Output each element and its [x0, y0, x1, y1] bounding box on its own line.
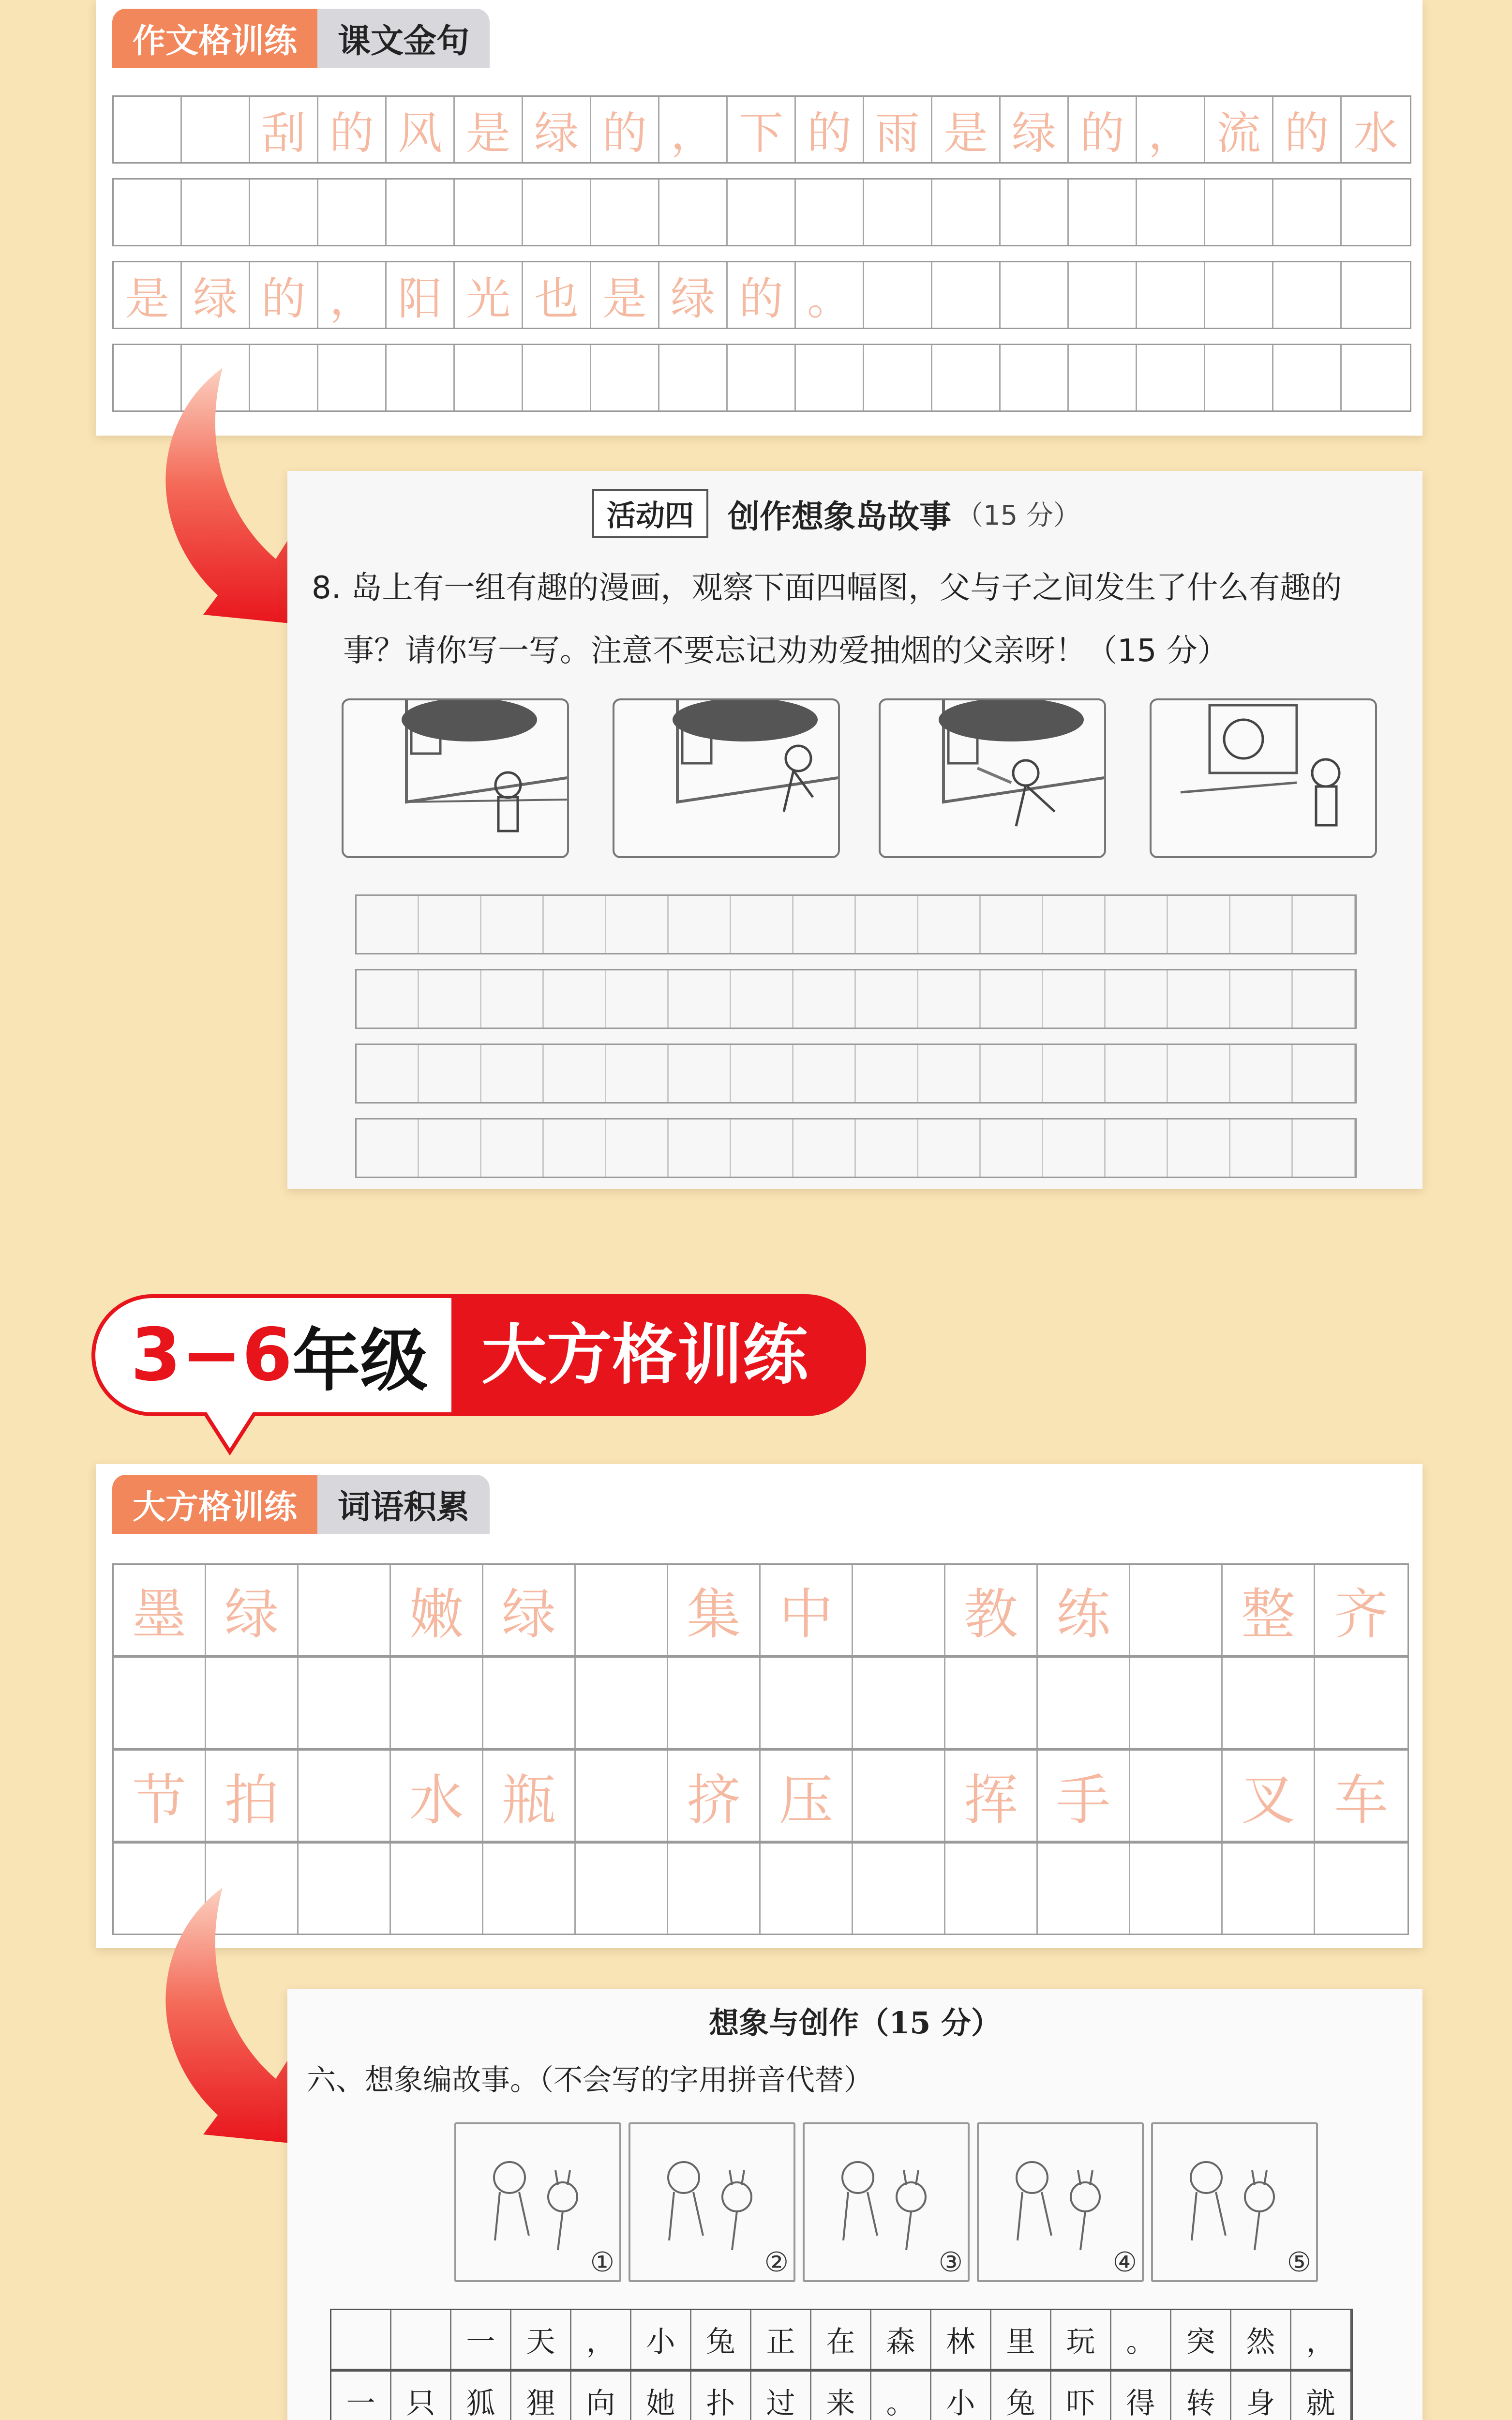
story-grid-cell[interactable]: 扑 — [691, 2372, 751, 2420]
vocabulary-grid-cell[interactable]: 绿 — [483, 1565, 576, 1655]
writing-grid-cell[interactable] — [357, 896, 419, 953]
vocabulary-grid-cell[interactable] — [576, 1658, 668, 1748]
story-grid-cell[interactable]: 一 — [331, 2372, 391, 2420]
vocabulary-grid-cell[interactable] — [853, 1844, 945, 1934]
writing-grid-cell[interactable] — [357, 970, 419, 1028]
vocabulary-grid-cell[interactable]: 嫩 — [391, 1565, 483, 1655]
essay-grid-cell[interactable]: ， — [659, 97, 728, 162]
writing-grid-cell[interactable] — [357, 1045, 419, 1102]
grid-row — [355, 1044, 1357, 1104]
writing-grid-cell[interactable] — [793, 896, 856, 953]
writing-grid-cell[interactable] — [669, 970, 731, 1028]
story-grid-cell[interactable]: 正 — [751, 2310, 811, 2369]
vocabulary-grid-cell[interactable] — [391, 1844, 483, 1934]
writing-grid-cell[interactable] — [419, 896, 481, 953]
essay-grid-cell[interactable] — [1273, 345, 1342, 410]
writing-grid-cell[interactable] — [981, 970, 1043, 1028]
story-picture-5 — [1151, 2122, 1318, 2282]
activity-header — [592, 491, 1080, 536]
writing-grid-cell[interactable] — [1043, 1045, 1106, 1102]
vocabulary-grid-cell[interactable] — [853, 1751, 945, 1841]
story-picture-3 — [803, 2122, 970, 2282]
essay-grid-cell[interactable] — [1001, 345, 1069, 410]
vocabulary-grid-cell[interactable] — [668, 1658, 761, 1748]
essay-grid-cell[interactable] — [387, 180, 455, 245]
essay-grid-cell[interactable] — [250, 180, 318, 245]
writing-grid-cell[interactable] — [981, 896, 1043, 953]
writing-grid-cell[interactable] — [918, 1045, 981, 1102]
essay-grid-cell[interactable]: 的 — [1069, 97, 1137, 162]
writing-grid-cell[interactable] — [981, 1119, 1043, 1177]
grid-row — [112, 1749, 1409, 1842]
story-picture-2 — [629, 2122, 795, 2282]
writing-grid-cell[interactable] — [357, 1119, 419, 1177]
grid-row — [330, 2309, 1353, 2370]
vocabulary-grid-cell[interactable]: 中 — [761, 1565, 853, 1655]
writing-grid-cell[interactable] — [606, 1045, 669, 1102]
essay-grid-cell[interactable] — [1342, 180, 1410, 245]
picture-number: ④ — [1112, 2247, 1137, 2278]
grid-row — [355, 1118, 1357, 1178]
essay-grid-cell[interactable]: 流 — [1205, 97, 1273, 162]
story-grid-cell[interactable]: 。 — [871, 2372, 931, 2420]
vocabulary-grid-cell[interactable] — [391, 1658, 483, 1748]
essay-grid-cell[interactable] — [318, 180, 387, 245]
vocabulary-grid-cell[interactable]: 拍 — [206, 1751, 299, 1841]
vocabulary-grid-cell[interactable] — [945, 1658, 1038, 1748]
vocabulary-grid-cell[interactable]: 绿 — [206, 1565, 299, 1655]
vocabulary-grid-cell[interactable] — [1130, 1658, 1223, 1748]
essay-grid-cell[interactable] — [1205, 180, 1273, 245]
essay-grid-cell[interactable]: 是 — [455, 97, 523, 162]
essay-grid-cell[interactable]: 水 — [1353, 107, 1398, 159]
essay-grid-cell[interactable]: 是 — [114, 262, 182, 328]
comic-drawing-icon — [881, 700, 1104, 856]
story-grid-cell[interactable]: 就 — [1291, 2372, 1351, 2420]
section2-tabs — [112, 1475, 490, 1534]
vocabulary-grid-cell[interactable] — [1315, 1658, 1407, 1748]
essay-grid-cell[interactable] — [932, 262, 1001, 328]
writing-grid-cell[interactable] — [918, 1119, 981, 1177]
comic-panel-2 — [613, 698, 840, 858]
essay-grid-cell[interactable] — [1069, 180, 1137, 245]
example-card-comic — [287, 471, 1422, 1189]
writing-grid-cell[interactable] — [918, 970, 981, 1028]
vocabulary-grid-cell[interactable] — [853, 1658, 945, 1748]
writing-grid-cell[interactable] — [481, 896, 544, 953]
essay-grid-cell[interactable]: 的 — [318, 97, 387, 162]
vocabulary-grid-cell[interactable]: 练 — [1038, 1565, 1130, 1655]
essay-grid-cell[interactable] — [591, 180, 659, 245]
essay-grid-cell[interactable]: 绿 — [523, 97, 591, 162]
essay-grid-cell[interactable] — [387, 345, 455, 410]
story-grid-cell[interactable]: 狸 — [511, 2372, 571, 2420]
story-grid-cell[interactable]: 在 — [811, 2310, 871, 2369]
writing-grid-cell[interactable] — [731, 1045, 793, 1102]
essay-grid-cell[interactable] — [523, 345, 591, 410]
essay-grid-cell[interactable]: ， — [318, 262, 387, 328]
story-grid-cell[interactable]: 突 — [1171, 2310, 1231, 2369]
grid-row — [112, 178, 1411, 246]
writing-grid-cell[interactable] — [1043, 1119, 1106, 1177]
writing-grid-cell[interactable] — [544, 896, 606, 953]
essay-grid-cell[interactable] — [796, 180, 864, 245]
comic-drawing-icon — [344, 700, 567, 856]
essay-grid-cell[interactable] — [455, 345, 523, 410]
vocabulary-grid-cell[interactable] — [299, 1751, 391, 1841]
vocabulary-grid-cell[interactable] — [206, 1658, 299, 1748]
story-grid-cell[interactable]: 向 — [571, 2372, 631, 2420]
story-grid-cell[interactable]: 狐 — [451, 2372, 511, 2420]
vocabulary-grid-cell[interactable] — [945, 1844, 1038, 1934]
tab-vocabulary[interactable]: 词语积累 — [317, 1475, 490, 1534]
writing-grid-cell[interactable] — [1293, 896, 1355, 953]
vocabulary-grid-cell[interactable] — [576, 1844, 668, 1934]
vocabulary-grid-cell[interactable]: 教 — [945, 1565, 1038, 1655]
writing-grid-cell[interactable] — [606, 896, 669, 953]
essay-grid-cell[interactable] — [455, 180, 523, 245]
writing-grid-cell[interactable] — [856, 896, 918, 953]
picture-number: ③ — [938, 2247, 963, 2278]
writing-grid-cell[interactable] — [856, 1119, 918, 1177]
essay-grid-cell[interactable]: 绿 — [1001, 97, 1069, 162]
writing-grid-cell[interactable] — [1293, 1119, 1355, 1177]
essay-grid-cell[interactable] — [1137, 345, 1205, 410]
vocabulary-grid-cell[interactable]: 水 — [391, 1751, 483, 1841]
essay-grid-cell[interactable]: 阳 — [387, 262, 455, 328]
essay-grid-cell[interactable] — [1069, 345, 1137, 410]
grid-row — [112, 95, 1411, 164]
essay-grid-cell[interactable]: 是 — [591, 262, 659, 328]
story-grid-cell[interactable]: 只 — [391, 2372, 451, 2420]
essay-grid-cell[interactable]: 下 — [728, 97, 796, 162]
vocabulary-grid-cell[interactable]: 挤 — [668, 1751, 761, 1841]
vocabulary-grid-cell[interactable]: 挥 — [945, 1751, 1038, 1841]
writing-grid-cell[interactable] — [481, 970, 544, 1028]
writing-grid-cell[interactable] — [731, 970, 793, 1028]
vocabulary-grid-cell[interactable]: 瓶 — [483, 1751, 576, 1841]
writing-grid-cell[interactable] — [981, 1045, 1043, 1102]
writing-grid-cell[interactable] — [669, 1045, 731, 1102]
story-grid-cell[interactable]: 一 — [451, 2310, 511, 2369]
vocabulary-grid-cell[interactable]: 齐 — [1334, 1583, 1389, 1646]
essay-grid-cell[interactable] — [1205, 262, 1273, 328]
essay-grid-cell[interactable] — [591, 345, 659, 410]
story-grid-cell[interactable]: 转 — [1171, 2372, 1231, 2420]
essay-grid-cell[interactable] — [114, 180, 182, 245]
story-grid-cell[interactable]: 身 — [1231, 2372, 1291, 2420]
essay-grid-cell[interactable]: 绿 — [659, 262, 728, 328]
story-grid-cell[interactable]: 林 — [931, 2310, 991, 2369]
writing-grid-cell[interactable] — [481, 1045, 544, 1102]
story-picture-1 — [454, 2122, 621, 2282]
writing-grid-cell[interactable] — [606, 1119, 669, 1177]
writing-grid-cell[interactable] — [1168, 1045, 1230, 1102]
essay-grid-cell[interactable]: 绿 — [182, 262, 250, 328]
writing-grid-cell[interactable] — [856, 1045, 918, 1102]
essay-grid-cell[interactable]: ， — [1137, 97, 1205, 162]
picture-number: ② — [764, 2247, 789, 2278]
grade-range — [131, 1312, 428, 1399]
story-question: 六、想象编故事。（不会写的字用拼音代替） — [307, 2063, 873, 2097]
story-grid-cell[interactable]: 然 — [1231, 2310, 1291, 2369]
vocabulary-grid-cell[interactable]: 压 — [761, 1751, 853, 1841]
vocabulary-grid-cell[interactable] — [1223, 1844, 1315, 1934]
writing-grid-cell[interactable] — [544, 1119, 606, 1177]
story-grid-cell[interactable] — [331, 2310, 391, 2369]
question-line-1: 8. 岛上有一组有趣的漫画，观察下面四幅图，父与子之间发生了什么有趣的 — [312, 570, 1342, 606]
vocabulary-grid-cell[interactable] — [483, 1844, 576, 1934]
essay-grid-cell[interactable]: 的 — [591, 97, 659, 162]
story-grid-cell[interactable]: 玩 — [1051, 2310, 1111, 2369]
essay-grid-cell[interactable]: 光 — [455, 262, 523, 328]
writing-grid-cell[interactable] — [731, 1119, 793, 1177]
vocabulary-grid-cell[interactable] — [761, 1844, 853, 1934]
vocabulary-grid-cell[interactable] — [1130, 1751, 1223, 1841]
writing-grid-cell[interactable] — [544, 970, 606, 1028]
essay-grid-cell[interactable]: 雨 — [864, 97, 932, 162]
section1-tabs — [112, 9, 490, 68]
vocabulary-grid-cell[interactable] — [1038, 1844, 1130, 1934]
writing-grid-cell[interactable] — [1106, 1045, 1168, 1102]
story-grid-cell[interactable]: 兔 — [691, 2310, 751, 2369]
comic-drawing-icon — [614, 700, 838, 856]
activity-score: （15 分） — [956, 500, 1081, 531]
essay-grid-cell[interactable] — [1342, 345, 1410, 410]
story-grid-cell[interactable]: 过 — [751, 2372, 811, 2420]
essay-grid-cell[interactable] — [659, 345, 728, 410]
essay-grid-cell[interactable]: 也 — [523, 262, 591, 328]
comic-drawing-icon — [1152, 700, 1375, 856]
writing-grid-cell[interactable] — [669, 1119, 731, 1177]
essay-grid-cell[interactable] — [864, 262, 932, 328]
essay-grid-cell[interactable] — [182, 180, 250, 245]
vocabulary-grid-cell[interactable] — [1223, 1658, 1315, 1748]
story-grid-cell[interactable]: 小 — [631, 2310, 691, 2369]
essay-grid-cell[interactable] — [1069, 262, 1137, 328]
vocabulary-grid-cell[interactable]: 车 — [1334, 1769, 1389, 1832]
vocabulary-grid-cell[interactable] — [853, 1565, 945, 1655]
story-grid-cell[interactable]: 里 — [991, 2310, 1051, 2369]
story-grid-cell[interactable]: 小 — [931, 2372, 991, 2420]
writing-grid-cell[interactable] — [1168, 896, 1230, 953]
story-grid-cell[interactable]: 她 — [631, 2372, 691, 2420]
essay-grid-cell[interactable] — [1205, 345, 1273, 410]
essay-grid-cell[interactable] — [796, 345, 864, 410]
grid-row — [355, 969, 1357, 1029]
essay-grid-cell[interactable] — [864, 345, 932, 410]
story-section-title: 想象与创作（15 分） — [709, 2005, 1001, 2041]
story-grid-cell[interactable]: ， — [1291, 2310, 1351, 2369]
vocabulary-grid-cell[interactable]: 节 — [114, 1751, 206, 1841]
vocabulary-grid-cell[interactable] — [299, 1565, 391, 1655]
writing-grid-cell[interactable] — [1293, 1045, 1355, 1102]
writing-grid-cell[interactable] — [856, 970, 918, 1028]
essay-grid-cell[interactable]: 的 — [728, 262, 796, 328]
essay-grid-cell[interactable] — [932, 345, 1001, 410]
essay-grid-cell[interactable]: 是 — [932, 97, 1001, 162]
writing-grid-cell[interactable] — [793, 1119, 856, 1177]
essay-grid-cell[interactable] — [1001, 180, 1069, 245]
grade-banner — [90, 1292, 866, 1418]
writing-grid-cell[interactable] — [1230, 1045, 1293, 1102]
essay-grid-cell[interactable] — [1137, 262, 1205, 328]
writing-grid-cell[interactable] — [1043, 896, 1106, 953]
vocabulary-grid-cell[interactable] — [483, 1658, 576, 1748]
essay-grid-cell[interactable] — [864, 180, 932, 245]
example-card-story — [287, 1989, 1422, 2420]
essay-grid-cell[interactable] — [1001, 262, 1069, 328]
vocabulary-grid-cell[interactable] — [1130, 1565, 1223, 1655]
essay-grid-cell[interactable]: 刮 — [250, 97, 318, 162]
writing-grid-cell[interactable] — [419, 970, 481, 1028]
picture-number: ⑤ — [1287, 2247, 1311, 2278]
activity-title: 创作想象岛故事 — [728, 498, 951, 535]
essay-grid-cell[interactable] — [659, 180, 728, 245]
vocabulary-grid-cell[interactable] — [668, 1844, 761, 1934]
writing-grid-cell[interactable] — [1043, 970, 1106, 1028]
comic-panel-1 — [342, 698, 569, 858]
vocabulary-grid-cell[interactable] — [761, 1658, 853, 1748]
grade-suffix: 年级 — [292, 1321, 428, 1401]
activity-tag: 活动四 — [592, 489, 708, 538]
comic-panel-3 — [879, 698, 1106, 858]
grid-row — [355, 894, 1357, 954]
vocabulary-grid-cell[interactable]: 手 — [1038, 1751, 1130, 1841]
writing-grid-cell[interactable] — [1230, 896, 1293, 953]
tab-big-grid-training[interactable]: 大方格训练 — [112, 1475, 317, 1534]
essay-grid-cell[interactable]: 风 — [387, 97, 455, 162]
essay-grid-cell[interactable]: 。 — [796, 262, 864, 328]
writing-grid-cell[interactable] — [793, 1045, 856, 1102]
essay-grid-cell[interactable] — [1137, 180, 1205, 245]
essay-grid-cell[interactable] — [1273, 180, 1342, 245]
story-grid-cell[interactable]: 来 — [811, 2372, 871, 2420]
essay-grid-cell[interactable]: 的 — [250, 262, 318, 328]
writing-grid-cell[interactable] — [1168, 1119, 1230, 1177]
story-grid-cell[interactable]: 吓 — [1051, 2372, 1111, 2420]
writing-grid-cell[interactable] — [793, 970, 856, 1028]
vocabulary-grid-cell[interactable] — [114, 1658, 206, 1748]
writing-grid-cell[interactable] — [606, 970, 669, 1028]
writing-grid-cell[interactable] — [1230, 970, 1293, 1028]
vocabulary-grid-cell[interactable] — [1038, 1658, 1130, 1748]
story-grid-cell[interactable]: 兔 — [991, 2372, 1051, 2420]
grid-row — [112, 261, 1411, 329]
essay-grid-cell[interactable]: 的 — [796, 97, 864, 162]
essay-grid-cell[interactable] — [932, 180, 1001, 245]
essay-grid-cell[interactable] — [114, 97, 182, 162]
story-grid-cell[interactable] — [391, 2310, 451, 2369]
grade-number: 3−6 — [131, 1313, 293, 1397]
essay-grid-cell[interactable]: 的 — [1273, 97, 1342, 162]
writing-grid-cell[interactable] — [419, 1119, 481, 1177]
essay-grid-cell[interactable] — [728, 180, 796, 245]
essay-grid-cell[interactable] — [728, 345, 796, 410]
vocabulary-grid-cell[interactable] — [576, 1565, 668, 1655]
vocabulary-grid-cell[interactable]: 墨 — [114, 1565, 206, 1655]
story-grid-cell[interactable]: ， — [571, 2310, 631, 2369]
vocabulary-grid-cell[interactable]: 整 — [1223, 1565, 1315, 1655]
writing-grid-cell[interactable] — [1106, 970, 1168, 1028]
story-grid-cell[interactable]: 天 — [511, 2310, 571, 2369]
writing-grid-cell[interactable] — [544, 1045, 606, 1102]
vocabulary-grid-cell[interactable] — [1315, 1844, 1407, 1934]
writing-grid-cell[interactable] — [731, 896, 793, 953]
writing-grid-cell[interactable] — [669, 896, 731, 953]
comic-panel-4 — [1150, 698, 1377, 858]
grid-row — [330, 2370, 1353, 2420]
grid-row — [112, 1656, 1409, 1749]
vocabulary-grid-cell[interactable] — [1130, 1844, 1223, 1934]
writing-grid-cell[interactable] — [1106, 1119, 1168, 1177]
tab-text-golden-sentences[interactable]: 课文金句 — [317, 9, 490, 68]
picture-number: ① — [590, 2247, 614, 2278]
writing-grid-cell[interactable] — [1106, 896, 1168, 953]
vocabulary-grid-cell[interactable] — [576, 1751, 668, 1841]
grid-row — [112, 1563, 1409, 1656]
essay-grid-cell[interactable] — [523, 180, 591, 245]
writing-grid-cell[interactable] — [481, 1119, 544, 1177]
essay-grid-cell[interactable] — [1342, 262, 1410, 328]
banner-title: 大方格训练 — [481, 1317, 808, 1393]
essay-grid-cell[interactable] — [1273, 262, 1342, 328]
writing-grid-cell[interactable] — [1168, 970, 1230, 1028]
writing-grid-cell[interactable] — [918, 896, 981, 953]
essay-grid-cell[interactable] — [182, 97, 250, 162]
writing-grid-cell[interactable] — [1293, 970, 1355, 1028]
story-picture-4 — [977, 2122, 1144, 2282]
story-grid-cell[interactable]: 得 — [1111, 2372, 1171, 2420]
vocabulary-grid-cell[interactable]: 叉 — [1223, 1751, 1315, 1841]
tab-essay-grid-training[interactable]: 作文格训练 — [112, 9, 317, 68]
story-grid-cell[interactable]: 森 — [871, 2310, 931, 2369]
story-grid-cell[interactable]: 。 — [1111, 2310, 1171, 2369]
question-line-2: 事？请你写一写。注意不要忘记劝劝爱抽烟的父亲呀！（15 分） — [343, 633, 1228, 669]
writing-grid-cell[interactable] — [1230, 1119, 1293, 1177]
vocabulary-grid-cell[interactable]: 集 — [668, 1565, 761, 1655]
vocabulary-grid-cell[interactable] — [299, 1658, 391, 1748]
writing-grid-cell[interactable] — [419, 1045, 481, 1102]
